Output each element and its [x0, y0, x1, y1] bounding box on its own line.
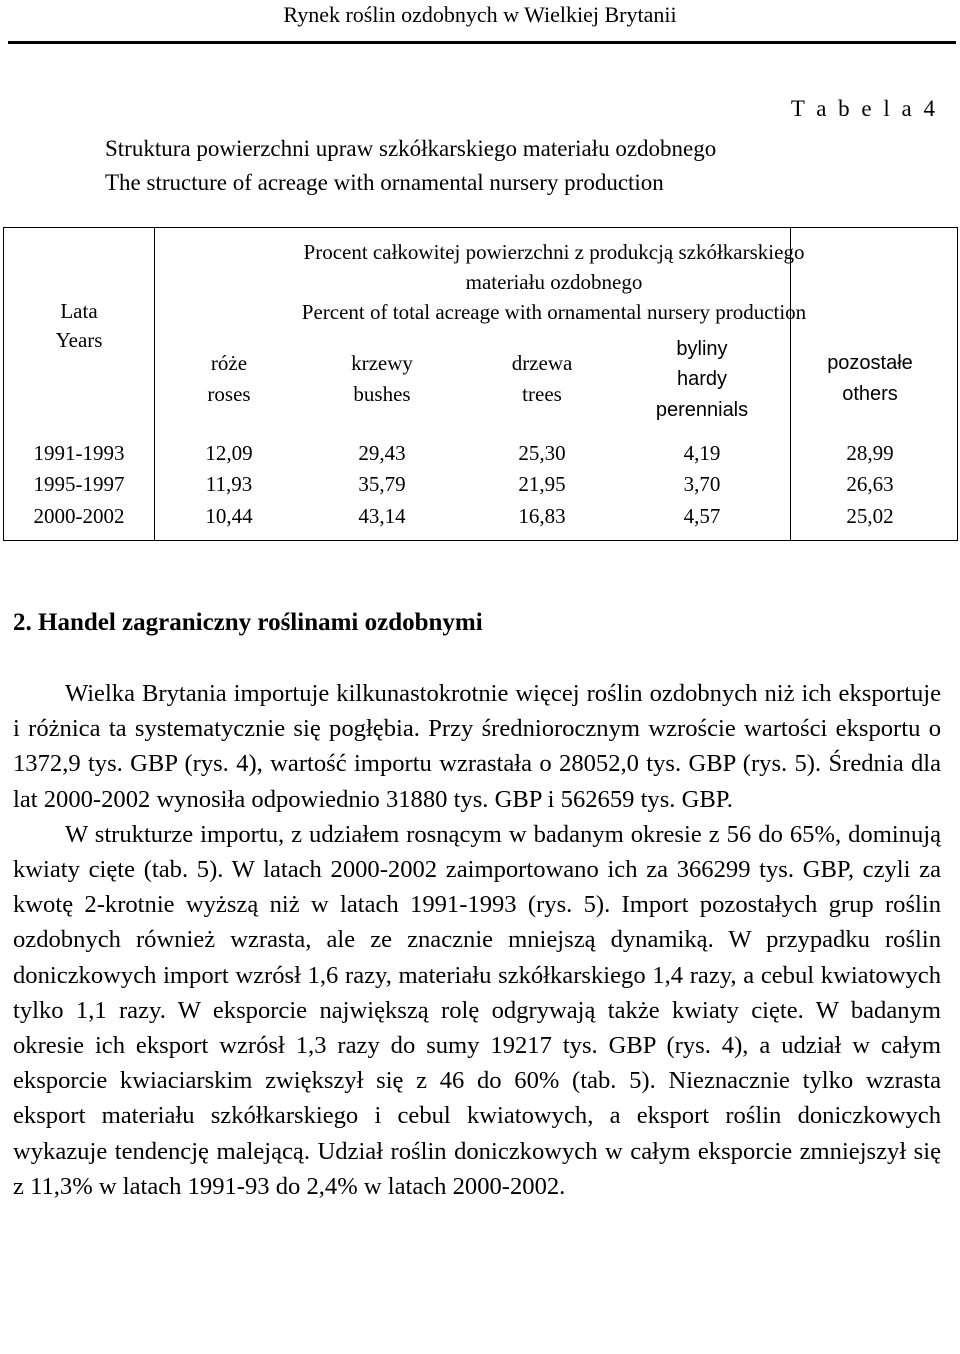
row-years: 1995-1997 [33, 472, 125, 496]
table-number: T a b e l a 4 [790, 96, 938, 121]
paragraph: W strukturze importu, z udziałem rosnącym w badanym okresie z 56 do 65%, dominują kwiaty cięte (tab. 5). W latach 2000-2002 zaimportowano ich za 366299 tys. GBP, czyli za kwotę 2-krotnie wyższą niż w latach 1991-1993 (rys. 5). Import pozostałych grup roślin ozdobnych również wzrasta, ale ze znacznie mniejszą dynamiką. W przypadku roślin doniczkowych import wzrósł 1,6 razy, materiału szkółkarskiego 1,4 razy, a cebul kwiatowych tylko 1,1 razy. W eksporcie największą rolę odgrywają także kwiaty cięte. W badanym okresie ich eksport wzrósł 1,3 razy do sumy 19217 tys. GBP (rys. 4), a udział w całym eksporcie kwiaciarskim zwiększył się z 46 do 60% (tab. 5). Nieznacznie tylko wzrasta eksport materiału szkółkarskiego i cebul kwiatowych, a eksport roślin doniczkowych wykazuje tendencję malejącą. Udział roślin doniczkowych w całym eksporcie zmniejszył się z 11,3% w latach 1991-93 do 2,4% w latach 2000-2002. [13, 820, 941, 1200]
paragraph: Wielka Brytania importuje kilkunastokrotnie więcej roślin ozdobnych niż ich eksportuje i różnica ta systematycznie się pogłębia. Przy średniorocznym wzroście wartości eksportu o 1372,9 tys. GBP (rys. 4), wartość importu wzrastała o 28052,0 tys. GBP (rys. 5). Średnia dla lat 2000-2002 wynosiła odpowiednio 31880 tys. GBP i 562659 tys. GBP. [13, 680, 941, 813]
table-cell: 10,44 [205, 504, 253, 528]
running-header: Rynek roślin ozdobnych w Wielkiej Brytanii [283, 2, 677, 27]
table-cell: 25,30 [518, 441, 566, 465]
table-cell: 35,79 [358, 472, 406, 496]
row-years: 1991-1993 [33, 441, 125, 465]
column-header-others-pl: pozostałe [827, 352, 913, 374]
column-header-perennials-en2: perennials [655, 399, 749, 421]
column-header-bushes-en: bushes [353, 382, 411, 406]
column-header-roses-pl: róże [210, 351, 248, 375]
table-cell: 16,83 [518, 504, 566, 528]
table-cell: 26,63 [846, 472, 894, 496]
table-cell: 43,14 [358, 504, 406, 528]
group-header-line-2: materiału ozdobnego [465, 270, 643, 294]
column-header-roses-en: roses [207, 382, 251, 406]
column-header-trees-pl: drzewa [511, 351, 573, 375]
column-header-bushes-pl: krzewy [351, 351, 413, 375]
table-cell: 11,93 [205, 472, 253, 496]
row-years: 2000-2002 [33, 504, 125, 528]
table-cell: 29,43 [358, 441, 406, 465]
acreage-structure-table [3, 227, 958, 541]
column-header-trees-en: trees [522, 382, 562, 406]
table-cell: 12,09 [205, 441, 253, 465]
table-cell: 21,95 [518, 472, 566, 496]
years-header-pl: Lata [60, 299, 98, 323]
table-caption-en: The structure of acreage with ornamental nursery production [105, 170, 664, 195]
years-header-en: Years [55, 328, 103, 352]
column-header-perennials-pl: byliny [676, 338, 728, 360]
table-cell: 4,57 [683, 504, 721, 528]
column-header-others-en: others [842, 383, 898, 405]
column-header-perennials-en: hardy [676, 368, 728, 390]
header-rule [8, 41, 956, 44]
group-header-line-3: Percent of total acreage with ornamental nursery production [301, 300, 807, 324]
table-cell: 3,70 [683, 472, 721, 496]
body-text [13, 676, 941, 1204]
group-header-line-1: Procent całkowitej powierzchni z produkcją szkółkarskiego [303, 240, 805, 264]
section-heading: 2. Handel zagraniczny roślinami ozdobnymi [13, 609, 483, 636]
table-cell: 25,02 [846, 504, 894, 528]
table-cell: 4,19 [683, 441, 721, 465]
table-cell: 28,99 [846, 441, 894, 465]
table-caption-pl: Struktura powierzchni upraw szkółkarskiego materiału ozdobnego [105, 136, 717, 161]
